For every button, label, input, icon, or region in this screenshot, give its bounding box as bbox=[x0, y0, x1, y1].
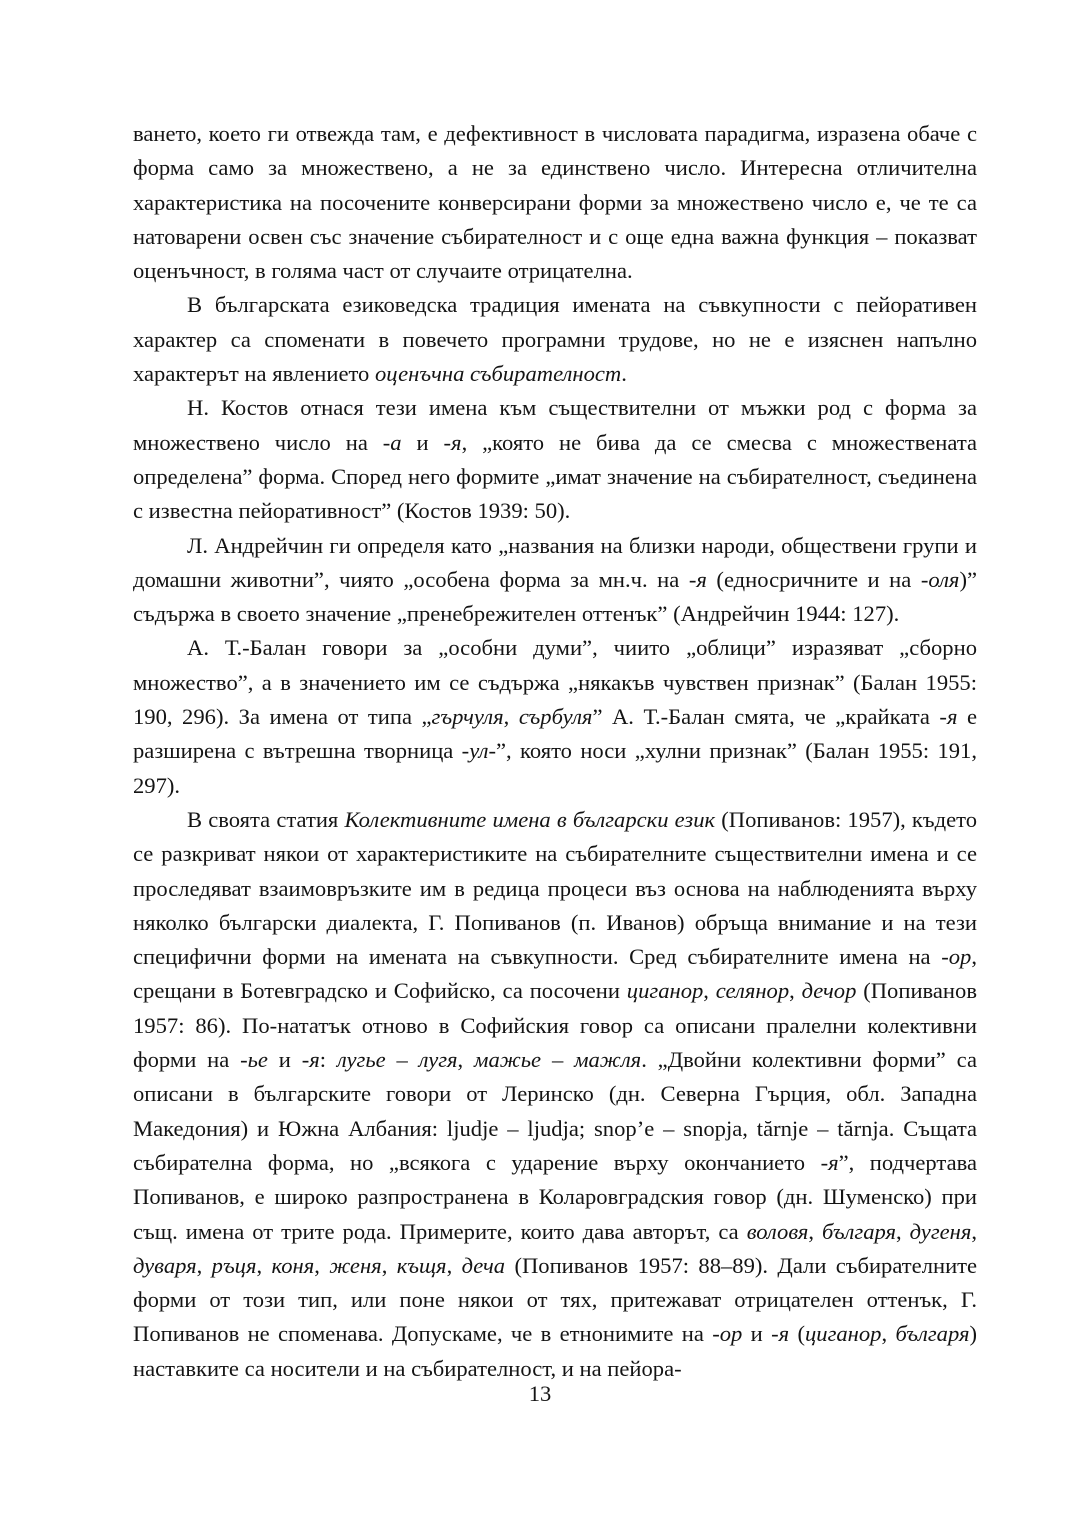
text-run: В своята статия bbox=[187, 806, 345, 832]
text-run: , bbox=[314, 1252, 330, 1278]
italic-text: -а bbox=[382, 429, 402, 455]
text-run: ”, подчертава Попиванов, е широко разпространена в Коларовградския говор (дн. Шуменско) при същ. имена от трите рода. Примерите, които дава авторът, са bbox=[133, 1149, 977, 1244]
italic-text: дугеня bbox=[909, 1218, 972, 1244]
text-run: В българската езиковедска традиция имената на съвкупности с пейоративен характер са споменати в повечето програмни трудове, но не е изяснен напълно характерът на явлението bbox=[133, 292, 977, 387]
text-run: ) наставките са носители и на събирателност, и на пейора- bbox=[133, 1321, 977, 1381]
text-run: , bbox=[381, 1252, 397, 1278]
text-run: , „която не бива да се смесва с множествената определена” форма. Според него формите „имат значение на събирателност, съединена с известна пейоративност” (Костов 1939: 50). bbox=[133, 429, 978, 524]
paragraph bbox=[133, 803, 977, 1386]
text-run: , bbox=[457, 1047, 475, 1073]
text-run: , bbox=[789, 978, 802, 1004]
text-run: . „Двойни колективни форми” са описани в българските говори от Леринско (дн. Северна Гърция, обл. Западна Македония) и Южна Албания: ljudje – ljudja; snop’e – snopja, tărnje – tărnja. Същата събирателна форма, но „всякога с ударение върху окончанието bbox=[133, 1047, 978, 1175]
text-run: : bbox=[319, 1047, 337, 1073]
italic-text: воловя bbox=[746, 1218, 809, 1244]
text-run: , bbox=[971, 1218, 978, 1244]
page-body bbox=[133, 117, 977, 1386]
paragraph bbox=[133, 288, 977, 391]
text-run: (Попиванов 1957: 88–89). Дали събирателните форми от този тип, или поне някои от тях, притежават отрицателен оттенък, Г. Попиванов не споменава. Допускаме, че в етнонимите на bbox=[133, 1252, 978, 1347]
italic-text: сърбуля bbox=[518, 704, 593, 730]
italic-text: циганор bbox=[804, 1321, 882, 1347]
text-run: и bbox=[401, 429, 444, 455]
text-run: е разширена с вътрешна творница bbox=[133, 704, 977, 764]
italic-text: -оля bbox=[920, 566, 960, 592]
text-run: А. Т.-Балан говори за „особни думи”, чиито „облици” изразяват „сборно множество”, а в значението им се съдържа „някакъв чувствен признак” (Балан 1955: 190, 296). За имена от типа „ bbox=[133, 635, 977, 730]
text-run: (Попиванов: 1957), където се разкриват някои от характеристиките на събирателните съществителни имена и се проследяват взаимовръзките им в редица процеси въз основа на наблюденията върху няколко български диалекта, Г. Попиванов (п. Иванов) обръща внимание и на тези специфични форми на имената на съвкупности. Сред събирателните имена на bbox=[133, 806, 977, 970]
italic-text: -я bbox=[301, 1047, 320, 1073]
italic-text: оценъчна събирателност bbox=[375, 361, 622, 387]
text-run: ( bbox=[789, 1321, 805, 1347]
text-run: – bbox=[541, 1047, 575, 1073]
page-number: 13 bbox=[528, 1381, 552, 1406]
text-run: , bbox=[881, 1321, 896, 1347]
italic-text: -я bbox=[688, 566, 707, 592]
italic-text: дуваря bbox=[133, 1252, 197, 1278]
paragraph bbox=[133, 391, 977, 528]
italic-text: -я bbox=[771, 1321, 790, 1347]
italic-text: -я bbox=[820, 1149, 839, 1175]
italic-text: ръця bbox=[211, 1252, 257, 1278]
paragraph bbox=[133, 117, 977, 288]
text-run: ”, която носи „хулни признак” (Балан 1955: 191, 297). bbox=[133, 738, 978, 798]
text-run: , срещани в Ботевградско и Софийско, са посочени bbox=[133, 944, 977, 1004]
italic-text: българя bbox=[895, 1321, 970, 1347]
italic-text: мажля bbox=[574, 1047, 642, 1073]
text-run: ването, което ги отвежда там, е дефективност в числовата парадигма, изразена обаче с форма само за множествено, а не за единствено число. Интересна отличителна характеристика на посочените конверсирани форми за множествено число е, че те са натоварени освен със значение събирателност и с още една важна функция – показват оценъчност, в голяма част от случаите отрицателна. bbox=[133, 121, 977, 284]
italic-text: Колективните имена в български език bbox=[344, 806, 716, 832]
text-run: – bbox=[385, 1047, 419, 1073]
italic-text: -я bbox=[443, 429, 462, 455]
italic-text: гърчуля bbox=[431, 704, 504, 730]
text-run: , bbox=[503, 704, 519, 730]
italic-text: -ье bbox=[240, 1047, 268, 1073]
text-run: ” А. Т.-Балан смята, че „крайката bbox=[592, 704, 940, 730]
text-run: и bbox=[267, 1047, 302, 1073]
italic-text: -ор bbox=[712, 1321, 743, 1347]
italic-text: къщя bbox=[396, 1252, 447, 1278]
text-run: , bbox=[703, 978, 716, 1004]
text-run: , bbox=[808, 1218, 823, 1244]
text-run: , bbox=[256, 1252, 272, 1278]
text-run: (Попиванов 1957: 86). По-нататък отново в Софийския говор са описани пралелни колективни форми на bbox=[133, 978, 977, 1073]
italic-text: -я bbox=[939, 704, 958, 730]
text-run: )” съдържа в своето значение „пренебрежителен оттенък” (Андрейчин 1944: 127). bbox=[133, 566, 977, 627]
text-run: (едносричните и на bbox=[706, 566, 921, 592]
paragraph bbox=[133, 529, 977, 632]
italic-text: селянор bbox=[715, 978, 790, 1004]
text-run: Н. Костов отнася тези имена към съществителни от мъжки род с форма за множествено число на bbox=[133, 395, 977, 455]
italic-text: лугя bbox=[418, 1047, 458, 1073]
italic-text: циганор bbox=[626, 978, 704, 1004]
italic-text: -ул- bbox=[461, 738, 496, 764]
italic-text: лугье bbox=[336, 1047, 386, 1073]
italic-text: дечор bbox=[801, 978, 857, 1004]
italic-text: коня bbox=[271, 1252, 315, 1278]
italic-text: -ор bbox=[941, 944, 972, 970]
text-run: и bbox=[742, 1321, 772, 1347]
text-run: , bbox=[446, 1252, 462, 1278]
text-run: , bbox=[196, 1252, 212, 1278]
paragraph bbox=[133, 631, 977, 802]
italic-text: женя bbox=[329, 1252, 382, 1278]
italic-text: българя bbox=[822, 1218, 897, 1244]
italic-text: мажье bbox=[474, 1047, 542, 1073]
text-run: . bbox=[621, 361, 627, 387]
text-run: , bbox=[896, 1218, 910, 1244]
text-run: Л. Андрейчин ги определя като „названия на близки народи, обществени групи и домашни животни”, чиято „особена форма за мн.ч. на bbox=[133, 532, 977, 592]
italic-text: деча bbox=[461, 1252, 506, 1278]
